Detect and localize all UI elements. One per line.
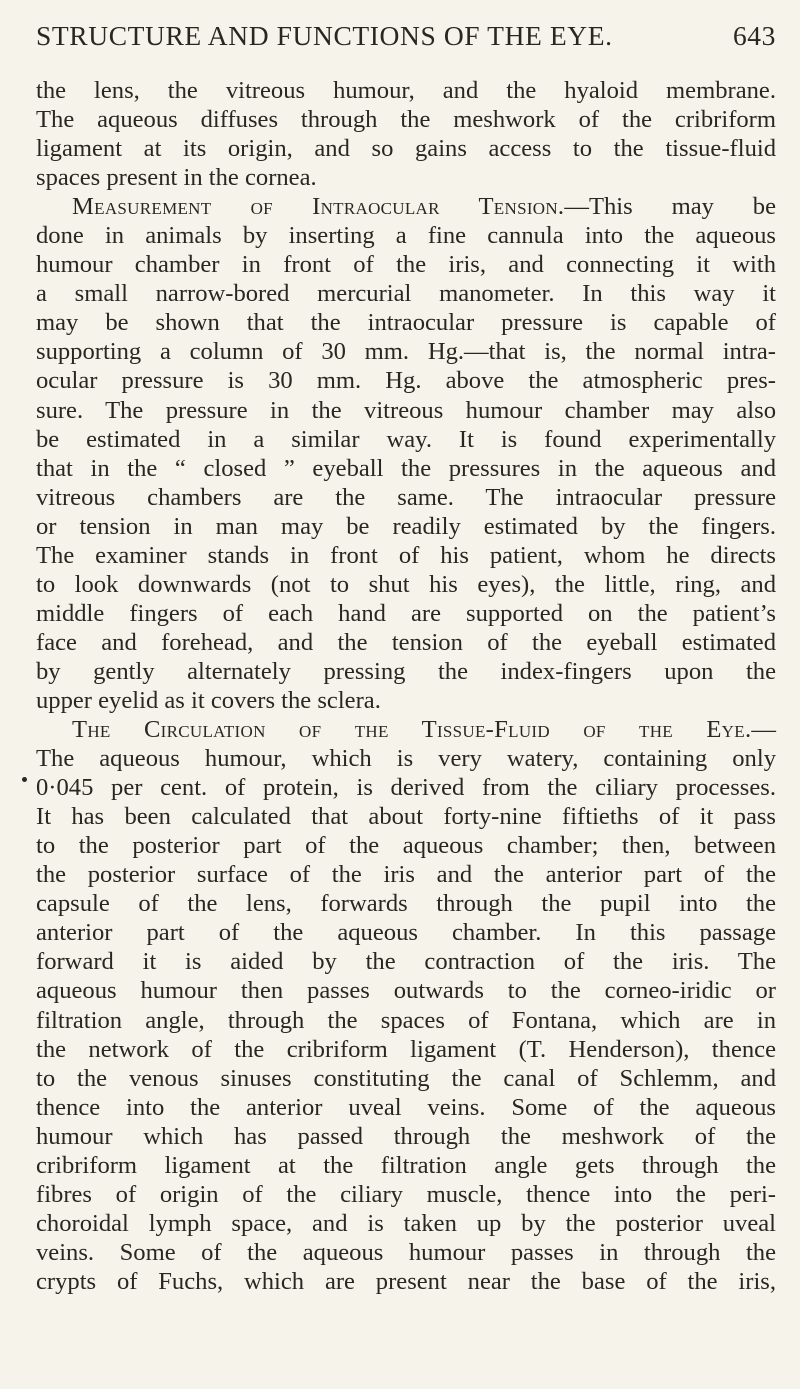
text-line: the network of the cribriform ligament (T. Henderson), thence xyxy=(36,1035,776,1063)
text-line: anterior part of the aqueous chamber. In this passage xyxy=(36,919,776,947)
running-head xyxy=(36,20,776,60)
text-line: capsule of the lens, forwards through the pupil into the xyxy=(36,890,776,918)
text-line: to look downwards (not to shut his eyes), the little, ring, and xyxy=(36,570,776,598)
text-line: ligament at its origin, and so gains access to the tissue-fluid xyxy=(36,135,776,163)
body-text xyxy=(36,76,776,1296)
text-line: that in the “ closed ” eyeball the pressures in the aqueous and xyxy=(36,454,776,482)
text-run: — xyxy=(751,716,776,744)
text-line: cribriform ligament at the filtration angle gets through the xyxy=(36,1151,776,1179)
text-line: may be shown that the intraocular pressure is capable of xyxy=(36,309,776,337)
text-line: aqueous humour then passes outwards to the corneo-iridic or xyxy=(36,977,776,1005)
text-line: a small narrow-bored mercurial manometer. In this way it xyxy=(36,280,776,308)
text-line: to the posterior part of the aqueous chamber; then, between xyxy=(36,832,776,860)
text-line: filtration angle, through the spaces of Fontana, which are in xyxy=(36,1006,776,1034)
text-line: humour chamber in front of the iris, and connecting it with xyxy=(36,251,776,279)
text-line: veins. Some of the aqueous humour passes in through the xyxy=(36,1238,776,1266)
text-line: The aqueous diffuses through the meshwork of the cribriform xyxy=(36,106,776,134)
text-line xyxy=(36,192,776,221)
text-line: The aqueous humour, which is very watery, containing only xyxy=(36,745,776,773)
text-line: thence into the anterior uveal veins. Some of the aqueous xyxy=(36,1093,776,1121)
text-run: —This may be xyxy=(564,193,776,221)
text-line: face and forehead, and the tension of the eyeball estimated xyxy=(36,628,776,656)
text-line: 0·045 per cent. of protein, is derived from the ciliary processes. xyxy=(36,774,776,802)
text-line: vitreous chambers are the same. The intraocular pressure xyxy=(36,483,776,511)
text-line: It has been calculated that about forty-nine fiftieths of it pass xyxy=(36,803,776,831)
text-line: the posterior surface of the iris and the anterior part of the xyxy=(36,861,776,889)
text-line: be estimated in a similar way. It is found experimentally xyxy=(36,425,776,453)
text-line: upper eyelid as it covers the sclera. xyxy=(36,686,381,714)
text-line: choroidal lymph space, and is taken up by the posterior uveal xyxy=(36,1209,776,1237)
text-line: the lens, the vitreous humour, and the hyaloid membrane. xyxy=(36,77,776,104)
text-line: spaces present in the cornea. xyxy=(36,164,317,192)
margin-mark xyxy=(22,777,27,782)
text-line: to the venous sinuses constituting the canal of Schlemm, and xyxy=(36,1064,776,1092)
text-line: by gently alternately pressing the index-fingers upon the xyxy=(36,657,776,685)
text-line: supporting a column of 30 mm. Hg.—that is, the normal intra- xyxy=(36,338,776,366)
text-line: middle fingers of each hand are supported on the patient’s xyxy=(36,599,776,627)
text-line: done in animals by inserting a fine cannula into the aqueous xyxy=(36,222,776,250)
text-line: humour which has passed through the meshwork of the xyxy=(36,1122,776,1150)
running-title: STRUCTURE AND FUNCTIONS OF THE EYE. xyxy=(36,20,613,51)
text-line: sure. The pressure in the vitreous humour chamber may also xyxy=(36,396,776,424)
text-line: or tension in man may be readily estimated by the fingers. xyxy=(36,512,776,540)
text-line: crypts of Fuchs, which are present near the base of the iris, xyxy=(36,1267,776,1295)
text-line xyxy=(36,715,776,744)
text-line: ocular pressure is 30 mm. Hg. above the atmospheric pres- xyxy=(36,367,776,395)
text-line: The examiner stands in front of his patient, whom he directs xyxy=(36,541,776,569)
section-heading: Measurement of Intraocular Tension. xyxy=(72,193,565,221)
page-number: 643 xyxy=(732,20,776,51)
text-line: fibres of origin of the ciliary muscle, thence into the peri- xyxy=(36,1180,776,1208)
section-heading: The Circulation of the Tissue-Fluid of the Eye. xyxy=(72,716,752,744)
text-line: forward it is aided by the contraction of the iris. The xyxy=(36,948,776,976)
